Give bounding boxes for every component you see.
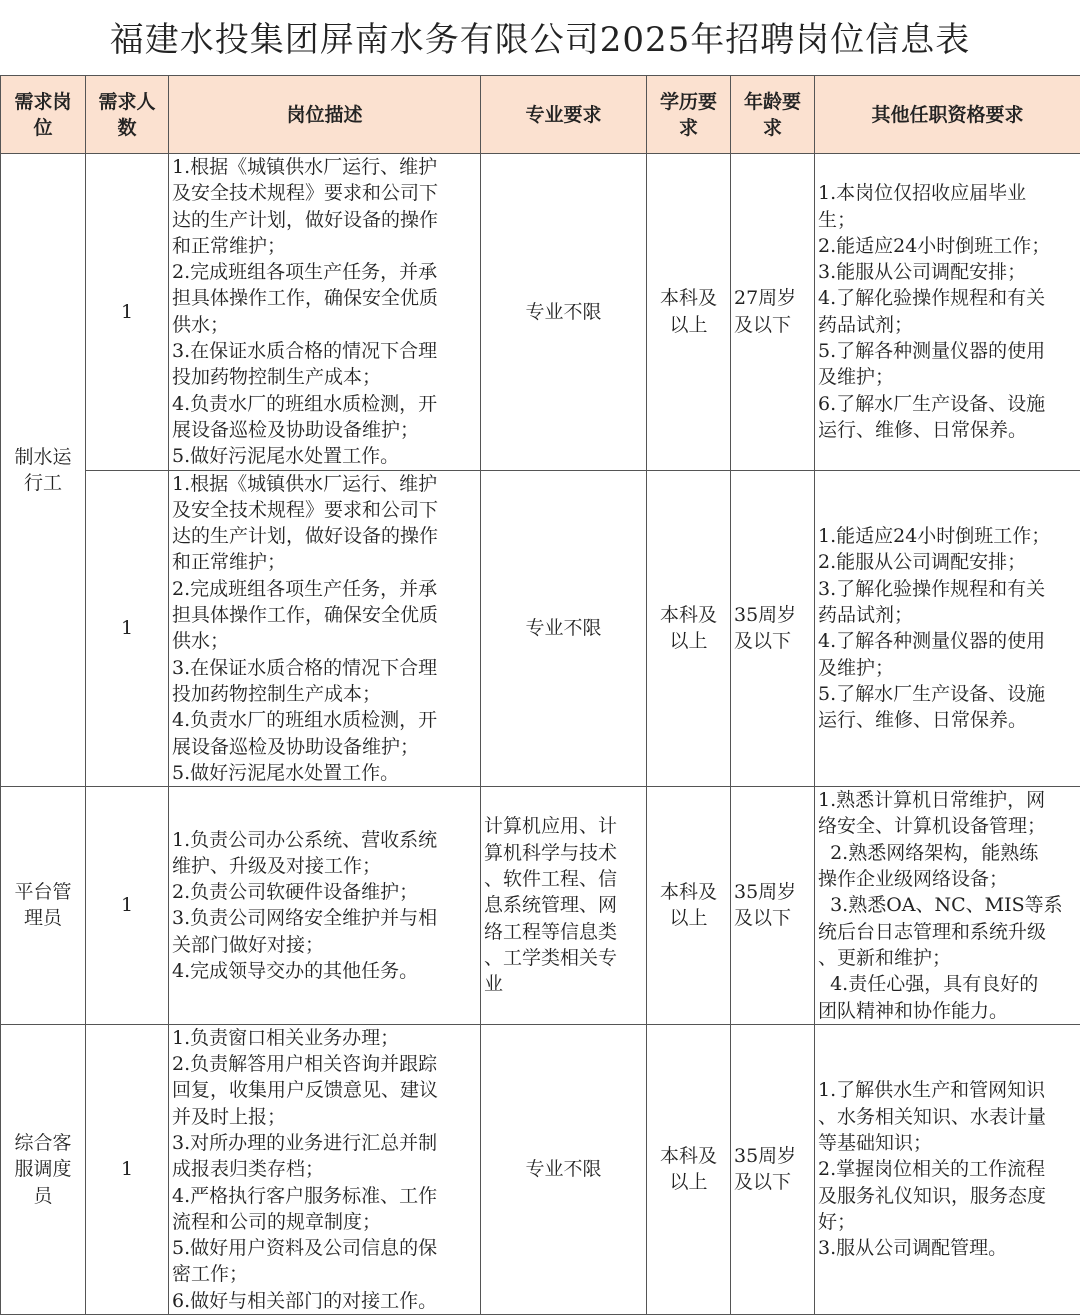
other-line: 1.能适应24小时倒班工作； <box>818 523 1077 549</box>
other-line: 团队精神和协作能力。 <box>818 998 1077 1024</box>
table-row <box>1 787 1080 1025</box>
header-count-line: 数 <box>89 115 165 141</box>
description-line: 2.负责公司软硬件设备维护； <box>172 879 477 905</box>
header-major-line: 专业要求 <box>484 102 643 128</box>
position-line: 综合客 <box>4 1130 82 1156</box>
header-age-line: 求 <box>734 115 811 141</box>
other-line: 3.能服从公司调配安排； <box>818 259 1077 285</box>
table-row <box>1 1024 1080 1314</box>
other-line: 2.熟悉网络架构，能熟练 <box>818 840 1077 866</box>
other-cell <box>815 154 1080 471</box>
position-line: 行工 <box>4 470 82 496</box>
other-line: 统后台日志管理和系统升级 <box>818 919 1077 945</box>
header-major <box>481 76 647 154</box>
header-position <box>1 76 86 154</box>
major-cell <box>481 470 647 787</box>
description-line: 展设备巡检及协助设备维护； <box>172 734 477 760</box>
education-line: 本科及 <box>650 879 727 905</box>
position-line: 制水运 <box>4 444 82 470</box>
other-cell <box>815 787 1080 1025</box>
description-line: 3.在保证水质合格的情况下合理 <box>172 655 477 681</box>
other-line: 药品试剂； <box>818 312 1077 338</box>
major-line: 计算机应用、计 <box>484 813 643 839</box>
description-line: 展设备巡检及协助设备维护； <box>172 417 477 443</box>
position-cell <box>1 154 86 787</box>
education-line: 本科及 <box>650 602 727 628</box>
description-line: 并及时上报； <box>172 1104 477 1130</box>
other-line: 2.能适应24小时倒班工作； <box>818 233 1077 259</box>
description-cell <box>169 1024 481 1314</box>
other-line: 、更新和维护； <box>818 945 1077 971</box>
header-education <box>647 76 731 154</box>
age-line: 35周岁 <box>734 1143 811 1169</box>
other-line: 4.了解各种测量仪器的使用 <box>818 628 1077 654</box>
major-line: 算机科学与技术 <box>484 840 643 866</box>
education-line: 以上 <box>650 628 727 654</box>
description-line: 和正常维护； <box>172 549 477 575</box>
major-line: 、工学类相关专 <box>484 945 643 971</box>
page-title: 福建水投集团屏南水务有限公司2025年招聘岗位信息表 <box>0 0 1080 75</box>
header-position-line: 位 <box>4 115 82 141</box>
position-line: 员 <box>4 1183 82 1209</box>
other-line: 及维护； <box>818 655 1077 681</box>
other-line: 3.服从公司调配管理。 <box>818 1235 1077 1261</box>
other-line: 、水务相关知识、水表计量 <box>818 1104 1077 1130</box>
major-cell <box>481 1024 647 1314</box>
description-line: 5.做好污泥尾水处置工作。 <box>172 760 477 786</box>
description-line: 及安全技术规程》要求和公司下 <box>172 180 477 206</box>
position-cell <box>1 787 86 1025</box>
other-cell <box>815 470 1080 787</box>
major-line: 专业不限 <box>484 615 643 641</box>
count-cell: 1 <box>86 470 169 787</box>
count-cell: 1 <box>86 1024 169 1314</box>
description-line: 投加药物控制生产成本； <box>172 681 477 707</box>
header-age <box>731 76 815 154</box>
other-line: 2.掌握岗位相关的工作流程 <box>818 1156 1077 1182</box>
description-line: 4.负责水厂的班组水质检测，开 <box>172 391 477 417</box>
description-line: 供水； <box>172 628 477 654</box>
other-line: 操作企业级网络设备； <box>818 866 1077 892</box>
major-line: 业 <box>484 971 643 997</box>
other-line: 运行、维修、日常保养。 <box>818 417 1077 443</box>
header-row <box>1 76 1080 154</box>
description-line: 2.完成班组各项生产任务，并承 <box>172 576 477 602</box>
description-line: 4.完成领导交办的其他任务。 <box>172 958 477 984</box>
major-line: 、软件工程、信 <box>484 866 643 892</box>
description-line: 5.做好污泥尾水处置工作。 <box>172 443 477 469</box>
description-cell <box>169 470 481 787</box>
description-line: 3.对所办理的业务进行汇总并制 <box>172 1130 477 1156</box>
position-line: 服调度 <box>4 1156 82 1182</box>
description-line: 3.在保证水质合格的情况下合理 <box>172 338 477 364</box>
description-line: 3.负责公司网络安全维护并与相 <box>172 905 477 931</box>
age-cell <box>731 1024 815 1314</box>
other-line: 6.了解水厂生产设备、设施 <box>818 391 1077 417</box>
other-line: 2.能服从公司调配安排； <box>818 549 1077 575</box>
header-description <box>169 76 481 154</box>
description-line: 密工作； <box>172 1261 477 1287</box>
other-line: 药品试剂； <box>818 602 1077 628</box>
age-line: 及以下 <box>734 628 811 654</box>
description-cell <box>169 154 481 471</box>
education-cell <box>647 470 731 787</box>
description-line: 关部门做好对接； <box>172 932 477 958</box>
other-cell <box>815 1024 1080 1314</box>
other-line: 1.了解供水生产和管网知识 <box>818 1077 1077 1103</box>
education-line: 以上 <box>650 1169 727 1195</box>
education-line: 本科及 <box>650 1143 727 1169</box>
recruitment-table <box>0 75 1080 1315</box>
description-line: 供水； <box>172 312 477 338</box>
position-line: 平台管 <box>4 879 82 905</box>
other-line: 3.熟悉OA、NC、MIS等系 <box>818 892 1077 918</box>
description-line: 1.根据《城镇供水厂运行、维护 <box>172 154 477 180</box>
header-other-line: 其他任职资格要求 <box>818 102 1077 128</box>
description-line: 达的生产计划，做好设备的操作 <box>172 207 477 233</box>
header-position-line: 需求岗 <box>4 89 82 115</box>
table-row <box>1 470 1080 787</box>
description-line: 4.严格执行客户服务标准、工作 <box>172 1183 477 1209</box>
description-line: 1.根据《城镇供水厂运行、维护 <box>172 471 477 497</box>
description-line: 5.做好用户资料及公司信息的保 <box>172 1235 477 1261</box>
major-line: 络工程等信息类 <box>484 919 643 945</box>
description-line: 回复，收集用户反馈意见、建议 <box>172 1077 477 1103</box>
position-line: 理员 <box>4 905 82 931</box>
description-line: 1.负责窗口相关业务办理； <box>172 1025 477 1051</box>
age-line: 及以下 <box>734 312 811 338</box>
description-line: 达的生产计划，做好设备的操作 <box>172 523 477 549</box>
education-line: 以上 <box>650 905 727 931</box>
description-line: 2.负责解答用户相关咨询并跟踪 <box>172 1051 477 1077</box>
other-line: 生； <box>818 207 1077 233</box>
description-line: 担具体操作工作，确保安全优质 <box>172 285 477 311</box>
header-count <box>86 76 169 154</box>
description-line: 担具体操作工作，确保安全优质 <box>172 602 477 628</box>
header-education-line: 学历要 <box>650 89 727 115</box>
other-line: 运行、维修、日常保养。 <box>818 707 1077 733</box>
major-cell <box>481 154 647 471</box>
description-line: 维护、升级及对接工作； <box>172 853 477 879</box>
description-line: 和正常维护； <box>172 233 477 259</box>
age-line: 及以下 <box>734 905 811 931</box>
count-cell: 1 <box>86 154 169 471</box>
age-line: 35周岁 <box>734 879 811 905</box>
description-cell <box>169 787 481 1025</box>
age-line: 35周岁 <box>734 602 811 628</box>
description-line: 投加药物控制生产成本； <box>172 364 477 390</box>
age-cell <box>731 787 815 1025</box>
description-line: 6.做好与相关部门的对接工作。 <box>172 1288 477 1314</box>
other-line: 及维护； <box>818 364 1077 390</box>
description-line: 2.完成班组各项生产任务，并承 <box>172 259 477 285</box>
header-other <box>815 76 1080 154</box>
header-description-line: 岗位描述 <box>172 102 477 128</box>
other-line: 等基础知识； <box>818 1130 1077 1156</box>
education-cell <box>647 787 731 1025</box>
header-education-line: 求 <box>650 115 727 141</box>
education-cell <box>647 154 731 471</box>
other-line: 1.熟悉计算机日常维护，网 <box>818 787 1077 813</box>
description-line: 1.负责公司办公系统、营收系统 <box>172 827 477 853</box>
count-cell: 1 <box>86 787 169 1025</box>
age-cell <box>731 154 815 471</box>
description-line: 及安全技术规程》要求和公司下 <box>172 497 477 523</box>
position-cell <box>1 1024 86 1314</box>
other-line: 好； <box>818 1209 1077 1235</box>
other-line: 及服务礼仪知识，服务态度 <box>818 1183 1077 1209</box>
description-line: 成报表归类存档； <box>172 1156 477 1182</box>
education-line: 本科及 <box>650 285 727 311</box>
other-line: 5.了解水厂生产设备、设施 <box>818 681 1077 707</box>
description-line: 4.负责水厂的班组水质检测，开 <box>172 707 477 733</box>
other-line: 4.了解化验操作规程和有关 <box>818 285 1077 311</box>
age-line: 及以下 <box>734 1169 811 1195</box>
header-age-line: 年龄要 <box>734 89 811 115</box>
major-line: 专业不限 <box>484 299 643 325</box>
major-line: 专业不限 <box>484 1156 643 1182</box>
other-line: 4.责任心强，具有良好的 <box>818 971 1077 997</box>
other-line: 3.了解化验操作规程和有关 <box>818 576 1077 602</box>
major-cell <box>481 787 647 1025</box>
education-line: 以上 <box>650 312 727 338</box>
major-line: 息系统管理、网 <box>484 892 643 918</box>
age-line: 27周岁 <box>734 285 811 311</box>
other-line: 1.本岗位仅招收应届毕业 <box>818 180 1077 206</box>
other-line: 络安全、计算机设备管理； <box>818 813 1077 839</box>
description-line: 流程和公司的规章制度； <box>172 1209 477 1235</box>
header-count-line: 需求人 <box>89 89 165 115</box>
age-cell <box>731 470 815 787</box>
table-row <box>1 154 1080 471</box>
education-cell <box>647 1024 731 1314</box>
other-line: 5.了解各种测量仪器的使用 <box>818 338 1077 364</box>
